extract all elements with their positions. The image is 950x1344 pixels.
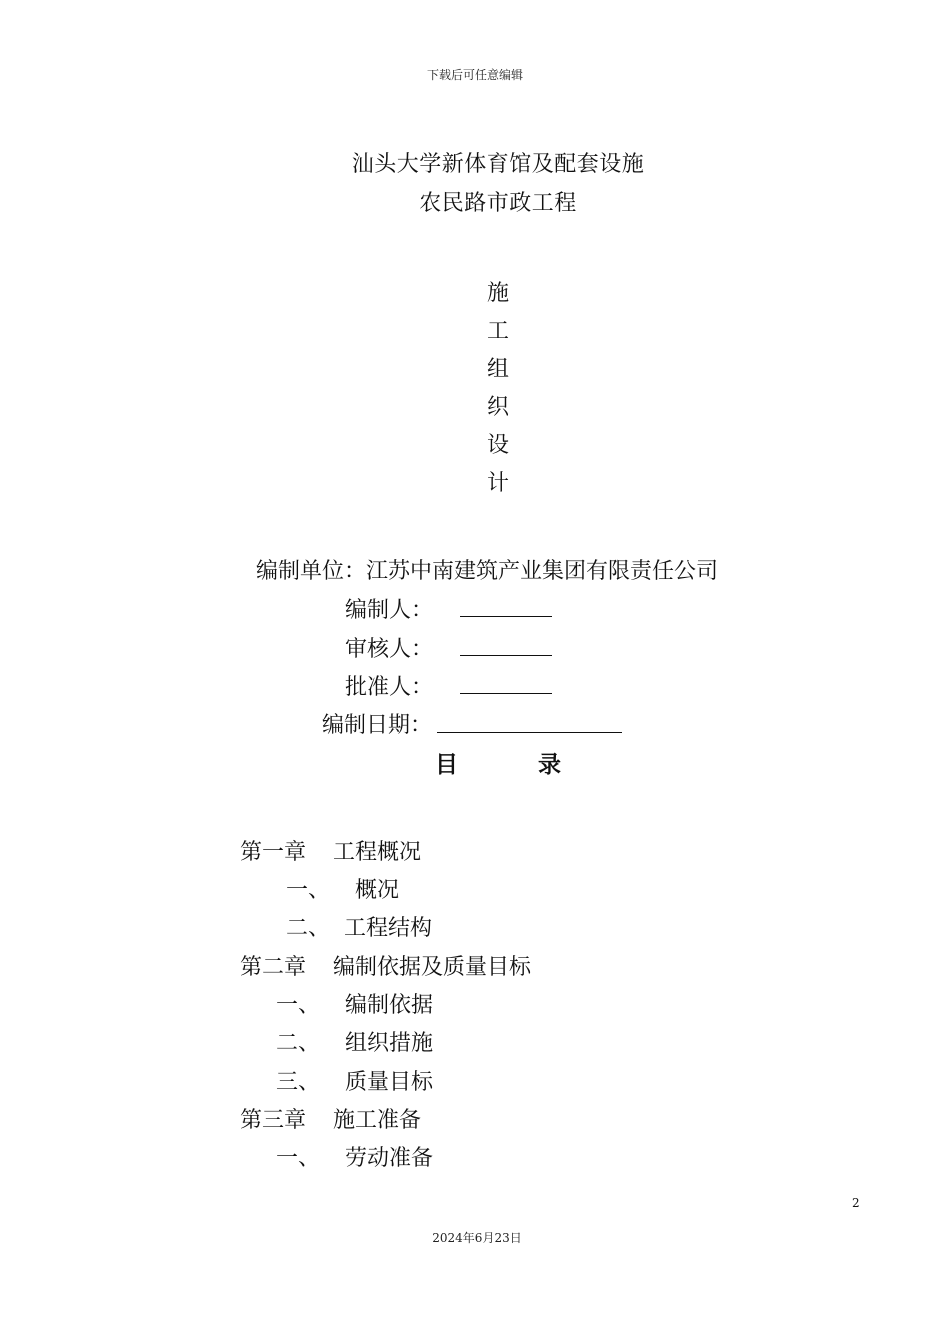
compiling-unit-label: 编制单位：	[256, 559, 367, 584]
project-title-line1: 汕头大学新体育馆及配套设施	[351, 152, 645, 177]
doc-type-char: 计	[486, 471, 509, 496]
toc-entry-text: 工程结构	[344, 916, 433, 941]
compiler-label: 编制人：	[345, 598, 434, 623]
doc-type-char: 织	[486, 395, 509, 420]
toc-entry-text: 劳动准备	[345, 1146, 434, 1171]
compiling-unit-value: 江苏中南建筑产业集团有限责任公司	[366, 559, 719, 584]
toc-entry-number: 第一章	[240, 840, 307, 865]
toc-entry-text: 概况	[355, 878, 400, 903]
toc-entry-text: 施工准备	[333, 1108, 422, 1133]
toc-title-right: 录	[538, 752, 561, 778]
compiler-signature-line	[460, 616, 552, 617]
compiling-unit	[256, 554, 718, 585]
compile-date-line	[437, 732, 622, 733]
reviewer-signature-line	[460, 655, 552, 656]
toc-entry-text: 编制依据及质量目标	[333, 955, 532, 980]
toc-entry-number: 二、	[286, 916, 331, 941]
footer-date: 2024年6月23日	[432, 1231, 522, 1245]
compile-date-label: 编制日期：	[322, 713, 433, 738]
toc-entry-text: 组织措施	[345, 1031, 434, 1056]
toc-entry-number: 第二章	[240, 955, 307, 980]
doc-type-char: 设	[486, 433, 509, 458]
toc-entry-number: 一、	[286, 878, 331, 903]
toc-entry-number: 一、	[276, 993, 321, 1018]
toc-entry-number: 三、	[276, 1070, 321, 1095]
toc-entry-text: 工程概况	[333, 840, 422, 865]
project-title-line2: 农民路市政工程	[419, 191, 577, 216]
page-number: 2	[852, 1196, 860, 1210]
toc-entry-number: 一、	[276, 1146, 321, 1171]
toc-entry-text: 质量目标	[345, 1070, 434, 1095]
reviewer-label: 审核人：	[345, 637, 434, 662]
doc-type-char: 组	[486, 357, 509, 382]
header-note: 下载后可任意编辑	[426, 68, 523, 82]
approver-signature-line	[460, 693, 552, 694]
approver-label: 批准人：	[345, 675, 434, 700]
doc-type-char: 工	[486, 319, 509, 344]
toc-entry-number: 二、	[276, 1031, 321, 1056]
toc-title-left: 目	[435, 752, 458, 778]
toc-entry-number: 第三章	[240, 1108, 307, 1133]
doc-type-char: 施	[486, 281, 509, 306]
toc-entry-text: 编制依据	[345, 993, 434, 1018]
